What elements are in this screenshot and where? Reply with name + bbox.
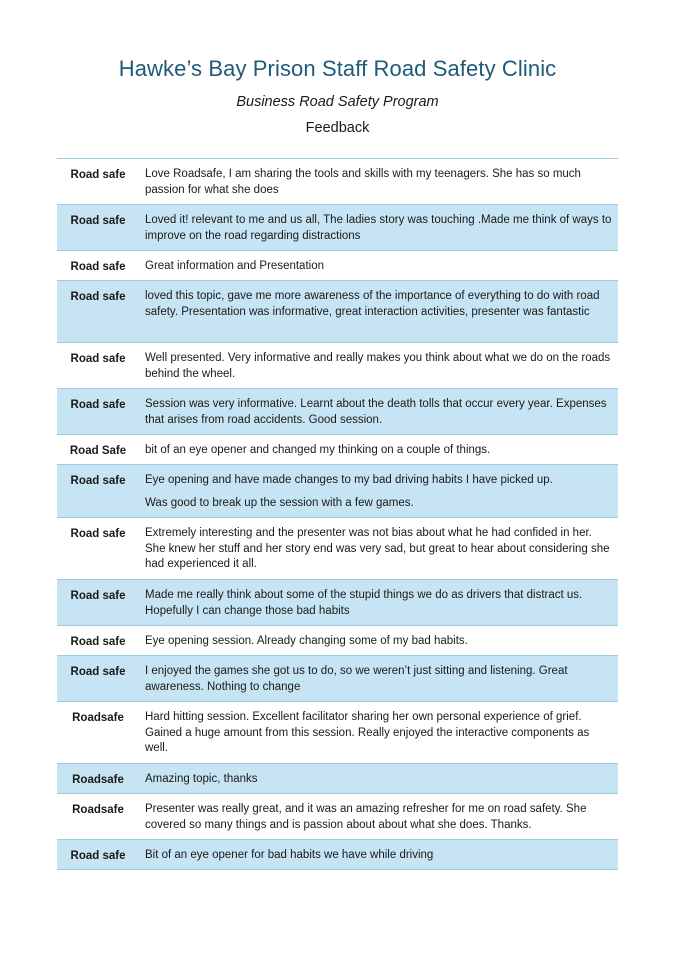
feedback-comment xyxy=(139,159,618,204)
feedback-comment xyxy=(139,343,618,388)
feedback-category: Road safe xyxy=(70,666,126,678)
feedback-comment xyxy=(139,656,618,701)
table-row xyxy=(57,518,618,580)
feedback-category: Road safe xyxy=(70,590,126,602)
feedback-category: Road safe xyxy=(70,261,126,273)
feedback-comment xyxy=(139,205,618,250)
feedback-table xyxy=(57,158,618,870)
feedback-category: Roadsafe xyxy=(72,774,124,786)
feedback-comment xyxy=(139,794,618,839)
feedback-category: Road safe xyxy=(70,291,126,303)
table-row xyxy=(57,159,618,205)
feedback-comment xyxy=(139,518,618,579)
feedback-comment-line: loved this topic, gave me more awareness of the importance of everything to do with road safety. Presentation was informative, great interaction activities, presenter was fantastic xyxy=(145,290,600,318)
feedback-comment xyxy=(139,465,618,517)
feedback-comment-line: Hard hitting session. Excellent facilitator sharing her own personal experience of grief. Gained a huge amount from this session. Really enjoyed the interactive components as well. xyxy=(145,711,590,754)
feedback-comment-line: Eye opening and have made changes to my bad driving habits I have picked up. xyxy=(145,474,553,486)
feedback-comment-line: Great information and Presentation xyxy=(145,260,324,272)
feedback-category: Road safe xyxy=(70,399,126,411)
feedback-category: Road safe xyxy=(70,169,126,181)
table-row xyxy=(57,465,618,518)
table-row xyxy=(57,251,618,281)
table-row xyxy=(57,343,618,389)
feedback-category: Roadsafe xyxy=(72,804,124,816)
section-heading: Feedback xyxy=(305,120,370,136)
feedback-comment-line: bit of an eye opener and changed my thinking on a couple of things. xyxy=(145,444,491,456)
table-row xyxy=(57,435,618,465)
feedback-category: Road safe xyxy=(70,475,126,487)
feedback-comment-line: Was good to break up the session with a few games. xyxy=(145,496,414,509)
feedback-comment xyxy=(139,435,618,464)
feedback-comment-line: Loved it! relevant to me and us all, The ladies story was touching .Made me think of ways to improve on the road regarding distractions xyxy=(145,214,612,242)
feedback-comment-line: Presenter was really great, and it was an amazing refresher for me on road safety. She covered so many things and is passion about about what she does. Thanks. xyxy=(145,803,587,831)
feedback-category: Road safe xyxy=(70,636,126,648)
feedback-comment-line: Made me really think about some of the stupid things we do as drivers that distract us. Hopefully I can change those bad habits xyxy=(145,589,583,617)
table-row xyxy=(57,626,618,656)
feedback-category: Road safe xyxy=(70,528,126,540)
table-row xyxy=(57,389,618,435)
feedback-category: Road safe xyxy=(70,353,126,365)
table-row xyxy=(57,702,618,764)
feedback-category: Road safe xyxy=(70,215,126,227)
table-row xyxy=(57,764,618,794)
page-subtitle: Business Road Safety Program xyxy=(236,94,439,110)
feedback-comment-line: Session was very informative. Learnt about the death tolls that occur every year. Expenses that arises from road accidents. Good session. xyxy=(145,398,607,426)
feedback-comment xyxy=(139,764,618,793)
table-row xyxy=(57,840,618,870)
table-row xyxy=(57,205,618,251)
feedback-comment-line: Amazing topic, thanks xyxy=(145,773,258,785)
feedback-comment-line: Eye opening session. Already changing some of my bad habits. xyxy=(145,635,468,647)
feedback-comment xyxy=(139,702,618,763)
table-row xyxy=(57,281,618,343)
feedback-category: Road safe xyxy=(70,850,126,862)
table-row xyxy=(57,656,618,702)
feedback-comment-line: Bit of an eye opener for bad habits we have while driving xyxy=(145,849,434,861)
feedback-comment-line: Extremely interesting and the presenter was not bias about what he had confided in her. She knew her stuff and her story end was very sad, but great to hear about considering she had experienced it all. xyxy=(145,527,610,570)
feedback-comment-line: Love Roadsafe, I am sharing the tools and skills with my teenagers. She has so much passion for what she does xyxy=(145,168,581,196)
table-row xyxy=(57,794,618,840)
table-row xyxy=(57,580,618,626)
page-title: Hawke’s Bay Prison Staff Road Safety Clinic xyxy=(118,56,557,81)
feedback-category: Roadsafe xyxy=(72,712,124,724)
feedback-comment xyxy=(139,626,618,655)
feedback-comment xyxy=(139,281,618,342)
feedback-comment-line: I enjoyed the games she got us to do, so we weren’t just sitting and listening. Great awareness. Nothing to change xyxy=(145,665,568,693)
feedback-comment xyxy=(139,840,618,869)
feedback-comment xyxy=(139,251,618,280)
feedback-comment xyxy=(139,389,618,434)
feedback-category: Road Safe xyxy=(69,445,127,457)
feedback-comment xyxy=(139,580,618,625)
feedback-comment-line: Well presented. Very informative and really makes you think about what we do on the roads behind the wheel. xyxy=(145,352,611,380)
